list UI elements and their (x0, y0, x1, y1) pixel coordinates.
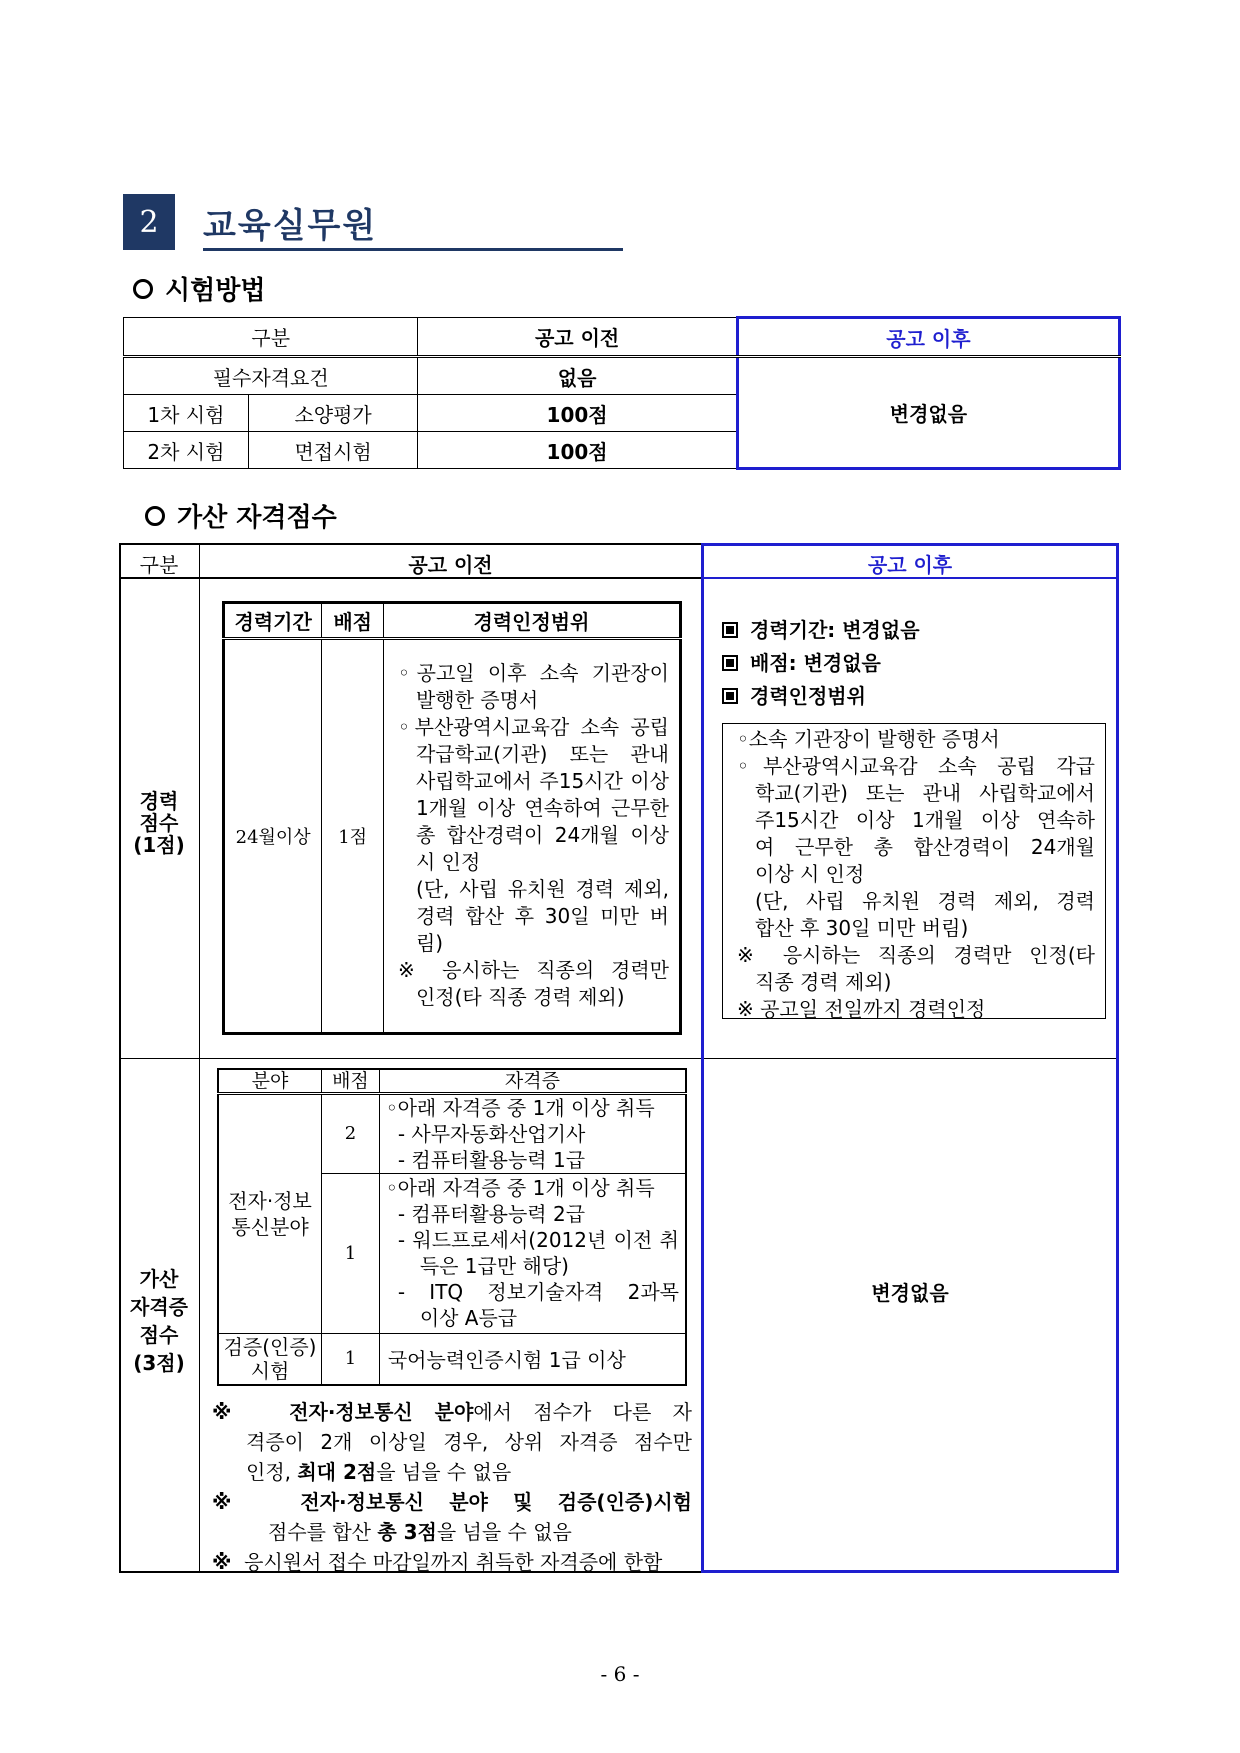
career-scope-line: 사립학교에서 주15시간 이상 (415, 769, 669, 793)
career-scope-line: 총 합산경력이 24개월 이상 (415, 823, 669, 847)
cert-field1-line: 전자·정보 (228, 1188, 312, 1213)
note-text: 인정, (246, 1460, 298, 1484)
cert-score2: 2 (322, 1093, 380, 1173)
exam-row-sub: 면접시험 (248, 432, 418, 469)
cert-line: - ITQ 정보기술자격 2과목 (397, 1280, 679, 1304)
cert-inner-table (217, 1068, 687, 1386)
career-after-scope-box (722, 723, 1106, 1019)
career-label-line: 점수 (139, 811, 179, 835)
career-after-scope-line: 이상 시 인정 (755, 862, 865, 886)
note-text: 을 넘을 수 없음 (376, 1460, 512, 1484)
career-after-scope-line: 합산 후 30일 미만 버림) (755, 916, 969, 940)
section-underline (203, 248, 623, 251)
career-scope-line: 경력 합산 후 30일 미만 버림) (415, 904, 669, 955)
career-scope-line: 발행한 증명서 (415, 688, 539, 712)
exam-col-category: 구분 (124, 318, 418, 357)
cert-line: - 워드프로세서(2012년 이전 취 (397, 1228, 679, 1252)
cert-header-cert: 자격증 (379, 1069, 686, 1093)
note-text: 응시원서 접수 마감일까지 취득한 자격증에 한함 (244, 1550, 663, 1574)
cert-field2 (218, 1333, 322, 1385)
exam-after-value: 변경없음 (737, 357, 1119, 469)
career-scope-line: (단, 사립 유치원 경력 제외, (415, 877, 669, 901)
cert-field2-line: 검증(인증) (223, 1334, 317, 1359)
cert-line: - 컴퓨터활용능력 2급 (397, 1202, 586, 1226)
career-after-scope-line: (단, 사립 유치원 경력 제외, 경력 (755, 889, 1095, 913)
career-period: 24월이상 (224, 639, 322, 1034)
cert-line: - 컴퓨터활용능력 1급 (397, 1147, 586, 1172)
cert-label (119, 1265, 199, 1377)
career-label (119, 790, 199, 856)
circle-bullet-icon (145, 506, 165, 526)
cert-field1-line: 통신분야 (231, 1214, 309, 1239)
career-scope-line: ※ 응시하는 직종의 경력만 (397, 958, 669, 982)
exam-col-after: 공고 이후 (737, 318, 1119, 357)
note-mark: ※ (212, 1550, 232, 1574)
career-scope-line: 각급학교(기관) 또는 관내 (415, 742, 669, 766)
career-after-scope-line: 주15시간 이상 1개월 이상 연속하 (755, 808, 1095, 832)
cert-line: ◦아래 자격증 중 1개 이상 취득 (385, 1176, 655, 1200)
cert-note-cont (212, 1457, 692, 1487)
cert-header-points: 배점 (322, 1069, 380, 1093)
note-text: 에서 점수가 다른 자 (473, 1400, 692, 1424)
cert-note-cont (212, 1517, 692, 1547)
exam-col-before: 공고 이전 (418, 318, 737, 357)
career-label-line: 경력 (139, 789, 179, 813)
bonus-row-divider (119, 1058, 701, 1059)
cert-label-line: 점수 (139, 1323, 179, 1347)
career-after-scope-line: ◦부산광역시교육감 소속 공립 각급 (737, 754, 1095, 778)
career-after-scope-line: 직종 경력 제외) (755, 970, 892, 994)
exam-heading-text: 시험방법 (165, 276, 266, 306)
cert-note (212, 1547, 692, 1577)
note-bold: 전자·정보통신 분야 및 검증(인증)시험 (300, 1490, 692, 1514)
exam-row-label: 필수자격요건 (124, 357, 418, 395)
cert-line: - 사무자동화산업기사 (397, 1121, 586, 1146)
exam-heading (133, 270, 265, 307)
bonus-col-before: 공고 이전 (408, 553, 493, 577)
career-header-points: 배점 (322, 603, 384, 639)
career-after-item (722, 680, 920, 713)
career-scope-line: 1개월 이상 연속하여 근무한 (415, 796, 669, 820)
note-text: 을 넘을 수 없음 (436, 1520, 572, 1544)
career-scope (383, 639, 680, 1034)
cert-line: 득은 1급만 해당) (419, 1254, 569, 1278)
exam-row-before: 100점 (418, 432, 737, 469)
career-scope-line: ◦공고일 이후 소속 기관장이 (397, 661, 669, 685)
note-mark: ※ (212, 1490, 250, 1514)
cert-line: ◦아래 자격증 중 1개 이상 취득 (385, 1095, 655, 1120)
cert-score1: 1 (322, 1173, 380, 1333)
career-label-line: (1점) (133, 833, 185, 857)
career-after-item-text: 배점: 변경없음 (750, 651, 881, 675)
page-number: - 6 - (600, 1662, 640, 1686)
career-inner-table (222, 601, 682, 1035)
note-bold: 총 3점 (377, 1520, 437, 1544)
checkbox-square-icon (722, 688, 738, 704)
bonus-col-after: 공고 이후 (867, 553, 953, 577)
cert-header-field: 분야 (218, 1069, 322, 1093)
section-number: 2 (139, 204, 159, 240)
cert-note (212, 1487, 692, 1517)
cert-label-line: 자격증 (130, 1295, 188, 1319)
exam-row-sub: 소양평가 (248, 395, 418, 432)
cert-after-value: 변경없음 (871, 1281, 949, 1305)
career-after-item-text: 경력기간: 변경없음 (750, 618, 920, 642)
exam-row-before: 없음 (418, 357, 737, 395)
note-bold: 전자·정보통신 분야 (289, 1400, 474, 1424)
career-scope-line: 시 인정 (415, 850, 481, 874)
exam-row-label: 1차 시험 (124, 395, 249, 432)
career-after-item-text: 경력인정범위 (750, 684, 866, 708)
career-header-period: 경력기간 (224, 603, 322, 639)
exam-row-label: 2차 시험 (124, 432, 249, 469)
bonus-heading-text: 가산 자격점수 (177, 503, 337, 533)
note-mark: ※ (212, 1400, 247, 1424)
checkbox-square-icon (722, 655, 738, 671)
cert-label-line: (3점) (133, 1351, 185, 1375)
cert-notes (212, 1397, 692, 1577)
section-title: 교육실무원 (203, 206, 378, 246)
cert-field2-score: 1 (322, 1333, 380, 1385)
exam-method-table (123, 316, 1121, 470)
cert-field2-cert: 국어능력인증시험 1급 이상 (379, 1333, 686, 1385)
career-header-scope: 경력인정범위 (383, 603, 680, 639)
section-number-badge (123, 194, 175, 250)
career-after-scope-line: ※ 응시하는 직종의 경력만 인정(타 (737, 943, 1095, 967)
career-scope-line: 인정(타 직종 경력 제외) (415, 985, 625, 1009)
career-scope-line: ◦부산광역시교육감 소속 공립 (397, 715, 669, 739)
cert-label-line: 가산 (139, 1267, 179, 1291)
cert-score1-list (379, 1173, 686, 1333)
bonus-heading (145, 497, 337, 534)
bonus-col-category: 구분 (139, 553, 179, 577)
career-points: 1점 (322, 639, 384, 1034)
circle-bullet-icon (133, 279, 153, 299)
career-after-scope-line: 학교(기관) 또는 관내 사립학교에서 (755, 781, 1095, 805)
career-after-item (722, 647, 920, 680)
cert-note (212, 1397, 692, 1427)
cert-score2-list (379, 1093, 686, 1173)
career-after-scope-line: ◦소속 기관장이 발행한 증명서 (737, 727, 1000, 751)
career-after-item (722, 614, 920, 647)
career-after-scope-line: ※ 공고일 전일까지 경력인정 (737, 997, 986, 1021)
cert-field2-line: 시험 (250, 1358, 290, 1383)
exam-row-before: 100점 (418, 395, 737, 432)
note-text: 점수를 합산 (268, 1520, 378, 1544)
note-bold: 최대 2점 (297, 1460, 377, 1484)
career-after-items (722, 614, 920, 713)
cert-line: 이상 A등급 (419, 1306, 518, 1330)
cert-note-cont: 격증이 2개 이상일 경우, 상위 자격증 점수만 (246, 1430, 692, 1454)
cert-field1 (218, 1093, 322, 1333)
checkbox-square-icon (722, 622, 738, 638)
bonus-after-row-divider (704, 1058, 1116, 1059)
career-after-scope-line: 여 근무한 총 합산경력이 24개월 (755, 835, 1095, 859)
